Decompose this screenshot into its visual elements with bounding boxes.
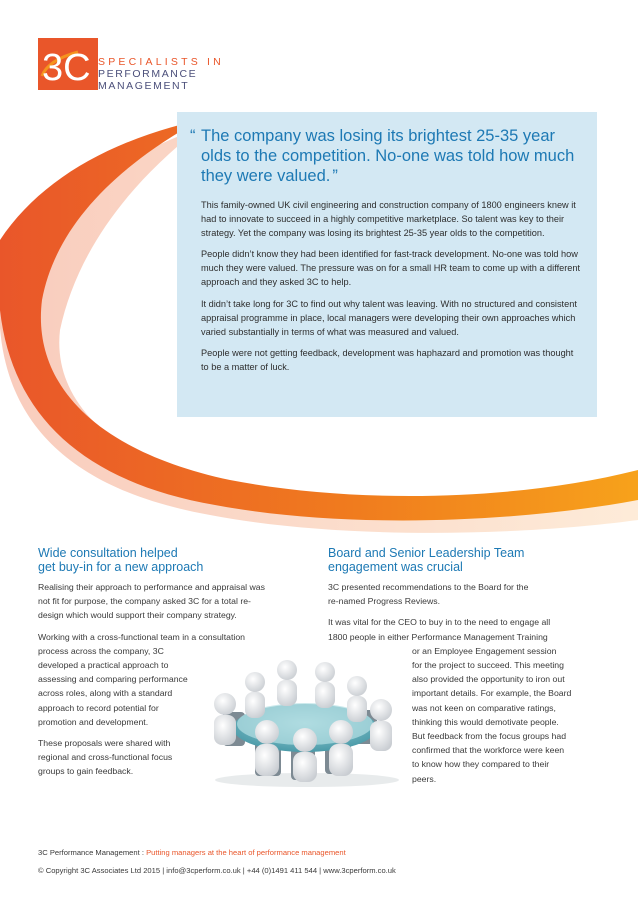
quote-text: The company was losing its brightest 25-35 year olds to the competition. No-one was told how much they were valued. xyxy=(201,127,575,185)
quote-close-mark: ” xyxy=(332,167,338,185)
text-line: peers. xyxy=(412,773,437,784)
intro-paragraph-4: People were not getting feedback, development was haphazard and promotion was thought to be a matter of luck. xyxy=(201,347,574,372)
text-line: These proposals were shared with xyxy=(38,738,171,749)
quote-open-mark: “ xyxy=(190,127,196,145)
logo-text: 3C xyxy=(42,47,91,89)
text-line: thinking this would demotivate people. xyxy=(412,716,559,727)
text-line: not fit for purpose, the company asked 3C for a total re- xyxy=(38,596,251,607)
left-paragraph-1 xyxy=(38,580,300,623)
text-line: or an Employee Engagement session xyxy=(412,645,557,656)
text-line: confirmed that the workforce were keen xyxy=(412,745,565,756)
text-line: for the project to succeed. This meeting xyxy=(412,660,564,671)
text-line: to know how they compared to their xyxy=(412,759,550,770)
footer-contact: © Copyright 3C Associates Ltd 2015 | info@3cperform.co.uk | +44 (0)1491 411 544 | www.3cperform.co.uk xyxy=(38,866,396,875)
right-heading-line-2: engagement was crucial xyxy=(328,560,463,574)
intro-paragraph-1: This family-owned UK civil engineering and construction company of 1800 engineers knew it had to innovate to succeed in a highly competitive marketplace. So talent was key to their strategy. Yet the company was losing its brightest 25-35 year olds to the competition. xyxy=(201,200,576,239)
text-line: important details. For example, the Board xyxy=(412,688,572,699)
case-study-summary-box xyxy=(177,112,597,417)
tagline-line-2: PERFORMANCE xyxy=(98,68,198,80)
text-line: also provided the opportunity to iron out xyxy=(412,674,565,685)
text-line: re-named Progress Reviews. xyxy=(328,596,441,607)
text-line: 3C presented recommendations to the Board for the xyxy=(328,582,529,592)
right-paragraph-1 xyxy=(328,580,600,608)
pull-quote xyxy=(190,126,581,186)
text-line: developed a practical approach to xyxy=(38,660,169,671)
text-line: promotion and development. xyxy=(38,716,149,727)
text-line: approach to record potential for xyxy=(38,702,159,713)
text-line: across roles, along with a standard xyxy=(38,688,173,699)
tagline-line-3: MANAGEMENT xyxy=(98,80,190,92)
brand-tagline xyxy=(98,56,224,92)
text-line: design which would support their company strategy. xyxy=(38,610,237,621)
footer-slogan-line xyxy=(38,848,346,857)
text-line: Realising their approach to performance and appraisal was xyxy=(38,582,265,592)
right-section-heading xyxy=(328,546,524,574)
left-heading-line-1: Wide consultation helped xyxy=(38,546,178,560)
footer-company: 3C Performance Management : xyxy=(38,848,147,857)
left-section-heading xyxy=(38,546,203,574)
text-line: 1800 people in either Performance Management Training xyxy=(328,631,548,642)
text-line: groups to gain feedback. xyxy=(38,766,134,777)
company-logo xyxy=(38,38,98,90)
intro-paragraph-3: It didn’t take long for 3C to find out why talent was leaving. With no structured and consistent appraisal programme in place, local managers were developing their own approaches which varied substantially in terms of what was measured and valued. xyxy=(201,298,577,337)
right-heading-line-1: Board and Senior Leadership Team xyxy=(328,546,525,560)
text-line: assessing and comparing performance xyxy=(38,674,188,685)
footer-slogan: Putting managers at the heart of performance management xyxy=(146,848,346,857)
meeting-table-illustration xyxy=(195,652,415,787)
left-heading-line-2: get buy-in for a new approach xyxy=(38,560,204,574)
text-line: was not keen on comparative ratings, xyxy=(412,702,556,713)
right-paragraph-2 xyxy=(328,615,600,643)
text-line: Working with a cross-functional team in a consultation xyxy=(38,631,245,642)
text-line: But feedback from the focus groups had xyxy=(412,731,567,742)
intro-paragraph-2: People didn’t know they had been identified for fast-track development. No-one was told how much they were valued. The pressure was on for a small HR team to come up with a different approach and they asked 3C to help. xyxy=(201,249,581,288)
tagline-line-1: SPECIALISTS IN xyxy=(98,56,224,68)
text-line: It was vital for the CEO to buy in to the need to engage all xyxy=(328,617,551,628)
text-line: process across the company, 3C xyxy=(38,645,164,656)
text-line: regional and cross-functional focus xyxy=(38,752,173,763)
